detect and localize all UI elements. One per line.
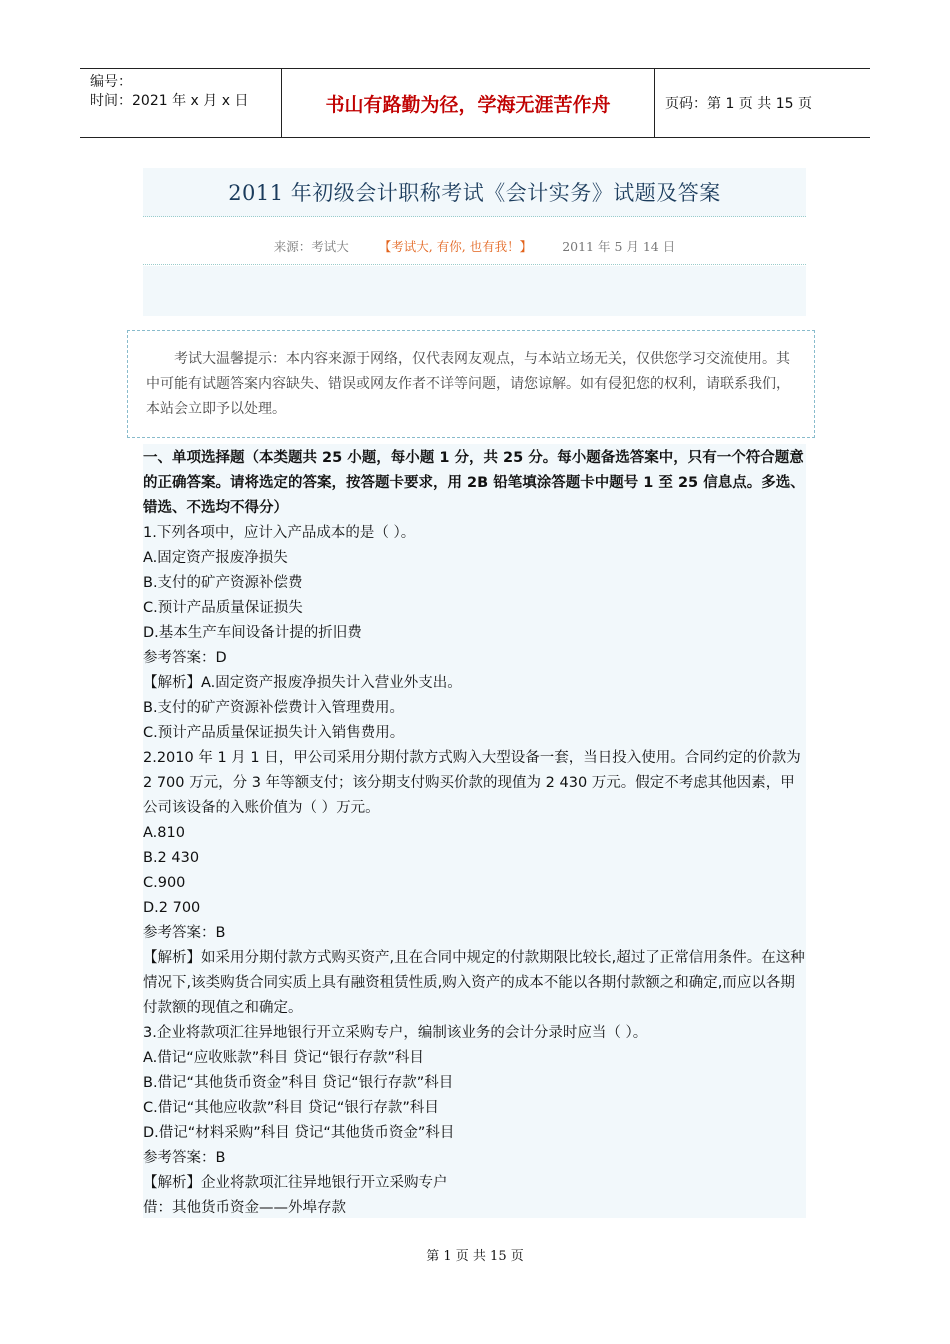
date-label: 时间：2021 年 x 月 x 日 bbox=[90, 93, 249, 109]
header-page-info: 页码：第 1 页 共 15 页 bbox=[665, 96, 812, 112]
content-line: A.固定资产报废净损失 bbox=[143, 550, 288, 566]
number-label: 编号： bbox=[90, 74, 132, 90]
source-row bbox=[143, 228, 806, 265]
content-line: 借：其他货币资金——外埠存款 bbox=[143, 1200, 346, 1216]
document-header bbox=[80, 68, 870, 138]
content-panel bbox=[143, 444, 806, 1218]
content-line: 参考答案：D bbox=[143, 650, 227, 666]
section-heading: 一、单项选择题（本类题共 25 小题，每小题 1 分，共 25 分。每小题备选答案中，只有一个符合题意的正确答案。请将选定的答案，按答题卡要求，用 2B 铅笔填涂答题卡中题号 1 至 25 信息点。多选、错选、不选均不得分） bbox=[143, 450, 805, 516]
content-line: A.810 bbox=[143, 825, 185, 841]
question-2-analysis: 【解析】如采用分期付款方式购买资产,且在合同中规定的付款期限比较长,超过了正常信用条件。在这种情况下,该类购货合同实质上具有融资租赁性质,购入资产的成本不能以各期付款额之和确定,而应以各期付款额的现值之和确定。 bbox=[143, 950, 805, 1016]
content-line: B.支付的矿产资源补偿费计入管理费用。 bbox=[143, 700, 405, 716]
content-line: C.借记“其他应收款”科目 贷记“银行存款”科目 bbox=[143, 1100, 439, 1116]
publish-date: 2011 年 5 月 14 日 bbox=[562, 239, 676, 254]
header-motto: 书山有路勤为径，学海无涯苦作舟 bbox=[282, 69, 655, 137]
slogan-link[interactable]: 【考试大, 有你, 也有我！】 bbox=[378, 239, 533, 254]
content-line: B.支付的矿产资源补偿费 bbox=[143, 575, 303, 591]
content-line: 1.下列各项中，应计入产品成本的是（ ）。 bbox=[143, 525, 416, 541]
content-line: B.借记“其他货币资金”科目 贷记“银行存款”科目 bbox=[143, 1075, 454, 1091]
content-line: C.预计产品质量保证损失计入销售费用。 bbox=[143, 725, 405, 741]
question-2-stem: 2.2010 年 1 月 1 日，甲公司采用分期付款方式购入大型设备一套，当日投入使用。合同约定的价款为 2 700 万元，分 3 年等额支付；该分期支付购买价款的现值为 2 430 万元。假定不考虑其他因素，甲公司该设备的入账价值为（ ）万元。 bbox=[143, 750, 801, 816]
content-line: 参考答案：B bbox=[143, 925, 226, 941]
content-line: 参考答案：B bbox=[143, 1150, 226, 1166]
title-panel bbox=[143, 168, 806, 217]
source-text: 来源：考试大 bbox=[273, 239, 349, 254]
page-footer: 第 1 页 共 15 页 bbox=[426, 1249, 524, 1264]
notice-box: 考试大温馨提示：本内容来源于网络，仅代表网友观点，与本站立场无关，仅供您学习交流使用。其中可能有试题答案内容缺失、错误或网友作者不详等问题，请您谅解。如有侵犯您的权利，请联系我们，本站会立即予以处理。 bbox=[127, 330, 815, 438]
content-line: D.基本生产车间设备计提的折旧费 bbox=[143, 625, 362, 641]
content-line: D.借记“材料采购”科目 贷记“其他货币资金”科目 bbox=[143, 1125, 455, 1141]
content-line: 【解析】A.固定资产报废净损失计入营业外支出。 bbox=[143, 675, 462, 691]
content-line: 【解析】企业将款项汇往异地银行开立采购专户 bbox=[143, 1175, 448, 1191]
content-line: D.2 700 bbox=[143, 900, 201, 916]
header-meta bbox=[80, 69, 282, 137]
content-line: C.900 bbox=[143, 875, 186, 891]
blank-panel bbox=[143, 266, 806, 316]
page-title: 2011 年初级会计职称考试《会计实务》试题及答案 bbox=[228, 181, 721, 205]
content-line: 3.企业将款项汇往异地银行开立采购专户，编制该业务的会计分录时应当（ ）。 bbox=[143, 1025, 648, 1041]
content-line: C.预计产品质量保证损失 bbox=[143, 600, 303, 616]
content-line: A.借记“应收账款”科目 贷记“银行存款”科目 bbox=[143, 1050, 424, 1066]
content-line: B.2 430 bbox=[143, 850, 200, 866]
